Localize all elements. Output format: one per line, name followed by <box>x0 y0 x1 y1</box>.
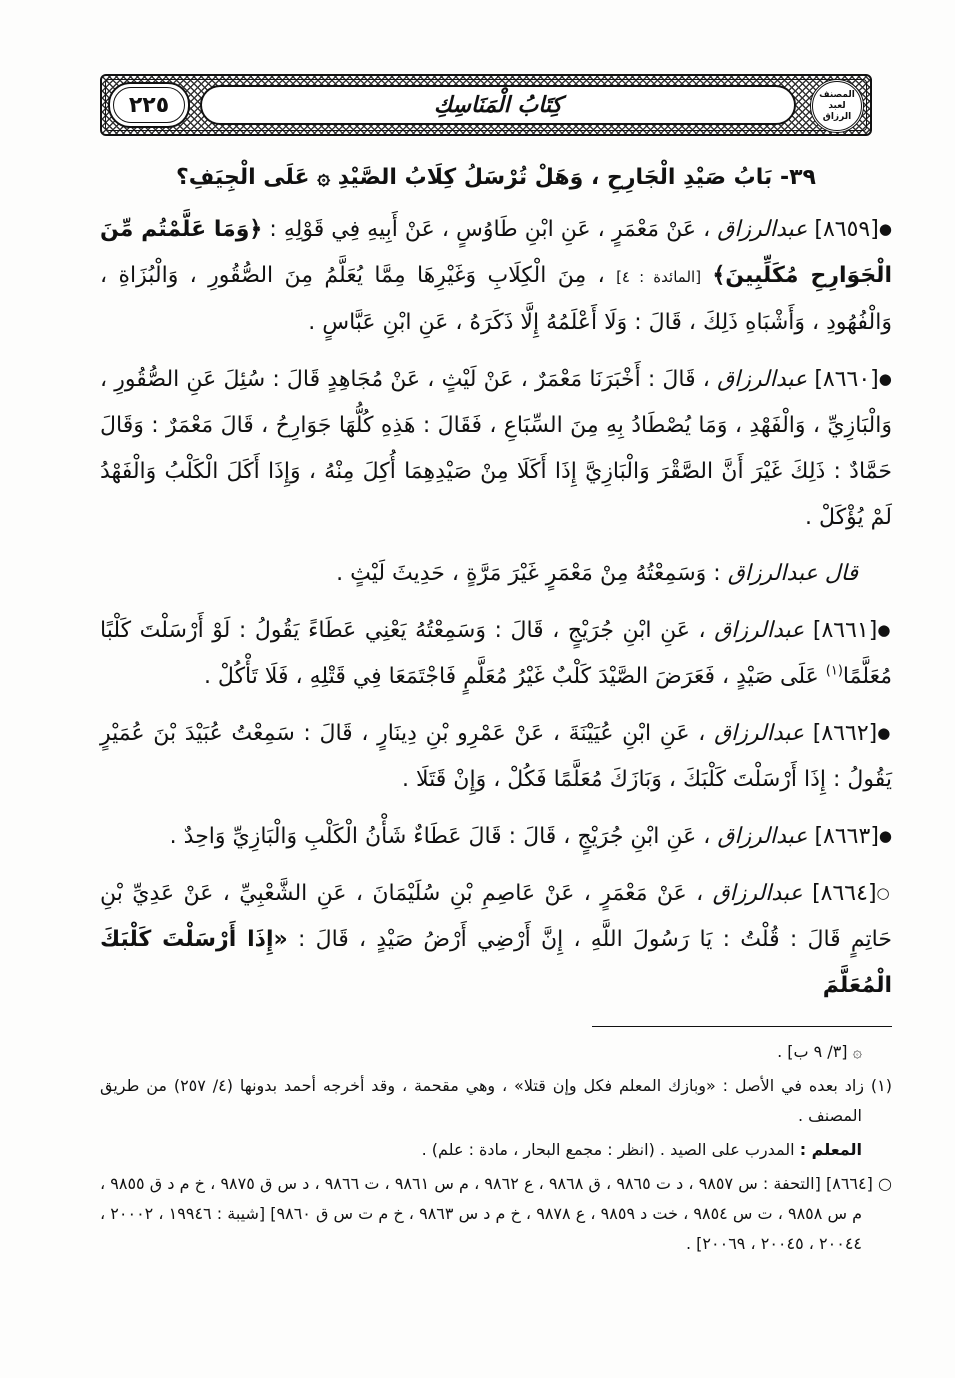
author-name: عبدالرزاق <box>717 367 808 392</box>
publisher-seal-logo <box>810 79 864 133</box>
hadith-text: ، قَالَ : أَخْبَرَنَا مَعْمَرٌ ، عَنْ لَيْثٍ ، عَنْ مُجَاهِدٍ قَالَ : سُئِلَ عَنِ الصُّقُورِ ، وَالْبَازِيِّ ، وَالْفَهْدِ ، وَمَا يُصْطَادُ بِهِ مِنَ السِّبَاعِ ، فَقَالَ : هَذِهِ كُلُّهَا جَوَارِحُ ، قَالَ مَعْمَرٌ : وَقَالَ حَمَّادٌ : ذَلِكَ غَيْرَ أَنَّ الصَّقْرَ وَالْبَازِيَّ إِذَا أَكَلَا مِنْ صَيْدِهِمَا أُكِلَ مِنْهُ ، وَإِذَا أَكَلَ الْكَلْبُ وَالْفَهْدُ لَمْ يُؤْكَلْ . <box>100 367 892 530</box>
author-name: عبدالرزاق <box>717 217 808 242</box>
footnotes <box>100 1037 892 1259</box>
hollow-bullet-icon: ○ <box>878 1174 893 1193</box>
gloss-text: المدرب على الصيد . (انظر : مجمع البحار ، مادة : علم) . <box>421 1140 795 1159</box>
hadith-text: ، عَنْ مَعْمَرٍ ، عَنْ عَاصِمِ بْنِ سُلَيْمَانَ ، عَنِ الشَّعْبِيِّ ، عَنْ عَدِيِّ بْنِ حَاتِمٍ قَالَ : قُلْتُ : يَا رَسُولَ اللَّهِ ، إِنَّ أَرْضِي أَرْضُ صَيْدٍ ، قَالَ : <box>100 881 892 952</box>
author-name: عبدالرزاق <box>714 721 805 746</box>
bullet-icon: ● <box>878 827 892 845</box>
takhrij-number: [٨٦٦٤] <box>825 1174 873 1193</box>
verse-reference: [المائدة : ٤] <box>616 268 702 286</box>
remark-text: : وَسَمِعْتُهُ مِنْ مَعْمَرٍ غَيْرَ مَرَّةٍ ، حَدِيثَ لَيْثٍ . <box>336 561 721 586</box>
hadith-entry <box>100 710 892 803</box>
running-header <box>100 74 872 136</box>
hadith-number: [٨٦٦٠] <box>814 367 879 392</box>
takhrij-note <box>100 1169 892 1259</box>
hollow-bullet-icon: ○ <box>876 884 893 902</box>
hadith-number: [٨٦٥٩] <box>814 217 879 242</box>
seal-lettering: المصنف لعبد الرزاق <box>819 89 855 122</box>
hadith-text: ، عَنْ مَعْمَرٍ ، عَنِ ابْنِ طَاوُسٍ ، عَنْ أَبِيهِ فِي قَوْلِهِ : <box>269 217 711 242</box>
page-number-plaque <box>108 82 190 128</box>
footnote-text: زاد بعده في الأصل : «وبازك المعلم فكل وإن قتلا» ، وهي مقحمة ، وقد أخرجه أحمد بدونها (٤/ ٢٥٧) من طريق المصنف . <box>100 1076 865 1125</box>
folio-marker-note: ۞ [٣/ ٩ ب] . <box>777 1042 862 1061</box>
author-remark <box>100 551 892 597</box>
bullet-icon: ● <box>877 724 892 742</box>
bullet-icon: ● <box>878 370 893 388</box>
bullet-icon: ● <box>878 220 892 238</box>
quran-verse: ﴿وَمَا عَلَّمْتُم مِّنَ الْجَوَارِحِ مُكَلِّبِينَ﴾ <box>100 217 892 288</box>
hadith-entry <box>100 206 892 346</box>
hadith-text: ، عَنِ ابْنِ جُرَيْجٍ ، قَالَ : وَسَمِعْتُهُ يَعْنِي عَطَاءً يَقُولُ : لَوْ أَرْسَلْتَ كَلْبًا مُعَلَّمًا <box>100 618 892 689</box>
hadith-entry <box>100 870 892 1009</box>
main-text <box>100 156 892 1022</box>
author-name: عبدالرزاق <box>712 881 803 906</box>
page-number: ٢٢٥ <box>128 92 170 118</box>
hadith-text: عَلَى صَيْدٍ ، فَعَرَضَ الصَّيْدَ كَلْبٌ غَيْرُ مُعَلَّمٍ فَاجْتَمَعَا فِي قَتْلِهِ ، فَلَا تَأْكُلْ . <box>203 664 819 689</box>
hadith-number: [٨٦٦٣] <box>814 824 879 849</box>
hadith-entry <box>100 813 892 860</box>
gloss-term: المعلم : <box>799 1140 862 1159</box>
author-name: عبدالرزاق <box>714 618 805 643</box>
chapter-heading: ٣٩- بَابُ صَيْدِ الْجَارِحِ ، وَهَلْ تُرْسَلُ كِلَابُ الصَّيْدِ ۞ عَلَى الْجِيَفِ؟ <box>176 165 816 190</box>
footnote-separator <box>592 1026 892 1027</box>
bullet-icon: ● <box>877 621 893 639</box>
hadith-text: ، عَنِ ابْنِ جُرَيْجٍ ، قَالَ : قَالَ عَطَاءٌ شَأْنُ الْكَلْبِ وَالْبَازِيِّ وَاحِدٌ . <box>169 824 711 849</box>
author-name: عبدالرزاق <box>717 824 808 849</box>
hadith-text: ، مِنَ الْكِلَابِ وَغَيْرِهَا مِمَّا يُعَلَّمُ مِنَ الصُّقُورِ ، وَالْبُزَاةِ ، وَالْفُهُودِ ، وَأَشْبَاهِ ذَلِكَ ، قَالَ : وَلَا أَعْلَمُهُ إِلَّا ذَكَرَهُ ، عَنِ ابْنِ عَبَّاسٍ . <box>100 263 892 335</box>
footnote-1 <box>100 1071 892 1131</box>
takhrij-text: [التحفة : س ٩٨٥٧ ، د ت ٩٨٦٥ ، ق ٩٨٦٨ ، ع ٩٨٦٢ ، م س ٩٨٦١ ، ت ٩٨٦٦ ، د س ق ٩٨٧٥ ، خ م د ق ٩٨٥٥ ، م س ٩٨٥٨ ، ت س ٩٨٥٤ ، خت د ٩٨٥٩ ، ع ٩٨٧٨ ، خ م د س ٩٨٦٣ ، خ م ت س ق ٩٨٦٠] [شيبة : ١٩٩٤٦ ، ٢٠٠٠٢ ، ٢٠٠٤٤ ، ٢٠٠٤٥ ، ٢٠٠٦٩] . <box>100 1174 863 1253</box>
hadith-number: [٨٦٦١] <box>812 618 878 643</box>
footnote-marker: (١) <box>870 1076 892 1095</box>
prophetic-quote: «إِذَا أَرْسَلْتَ كَلْبَكَ الْمُعَلَّمَ <box>100 927 892 998</box>
gloss-note <box>100 1135 892 1165</box>
section-title: كِتَابُ الْمَنَاسِكِ <box>433 92 563 118</box>
text-column <box>100 156 892 1263</box>
footnote-reference: (١) <box>825 663 843 679</box>
hadith-number: [٨٦٦٤] <box>812 881 877 906</box>
hadith-entry <box>100 356 892 541</box>
hadith-number: [٨٦٦٢] <box>812 721 878 746</box>
header-title-band <box>200 85 796 125</box>
remark-author: قال عبدالرزاق <box>727 561 858 586</box>
hadith-entry <box>100 607 892 700</box>
hadith-text: ، عَنِ ابْنِ عُيَيْنَةَ ، عَنْ عَمْرِو بْنِ دِينَارٍ ، قَالَ : سَمِعْتُ عُبَيْدَ بْنَ عُمَيْرٍ يَقُولُ : إِذَا أَرْسَلْتَ كَلْبَكَ ، وَبَازَكَ مُعَلَّمًا فَكُلْ ، وَإِنْ قَتَلَا . <box>100 721 892 792</box>
